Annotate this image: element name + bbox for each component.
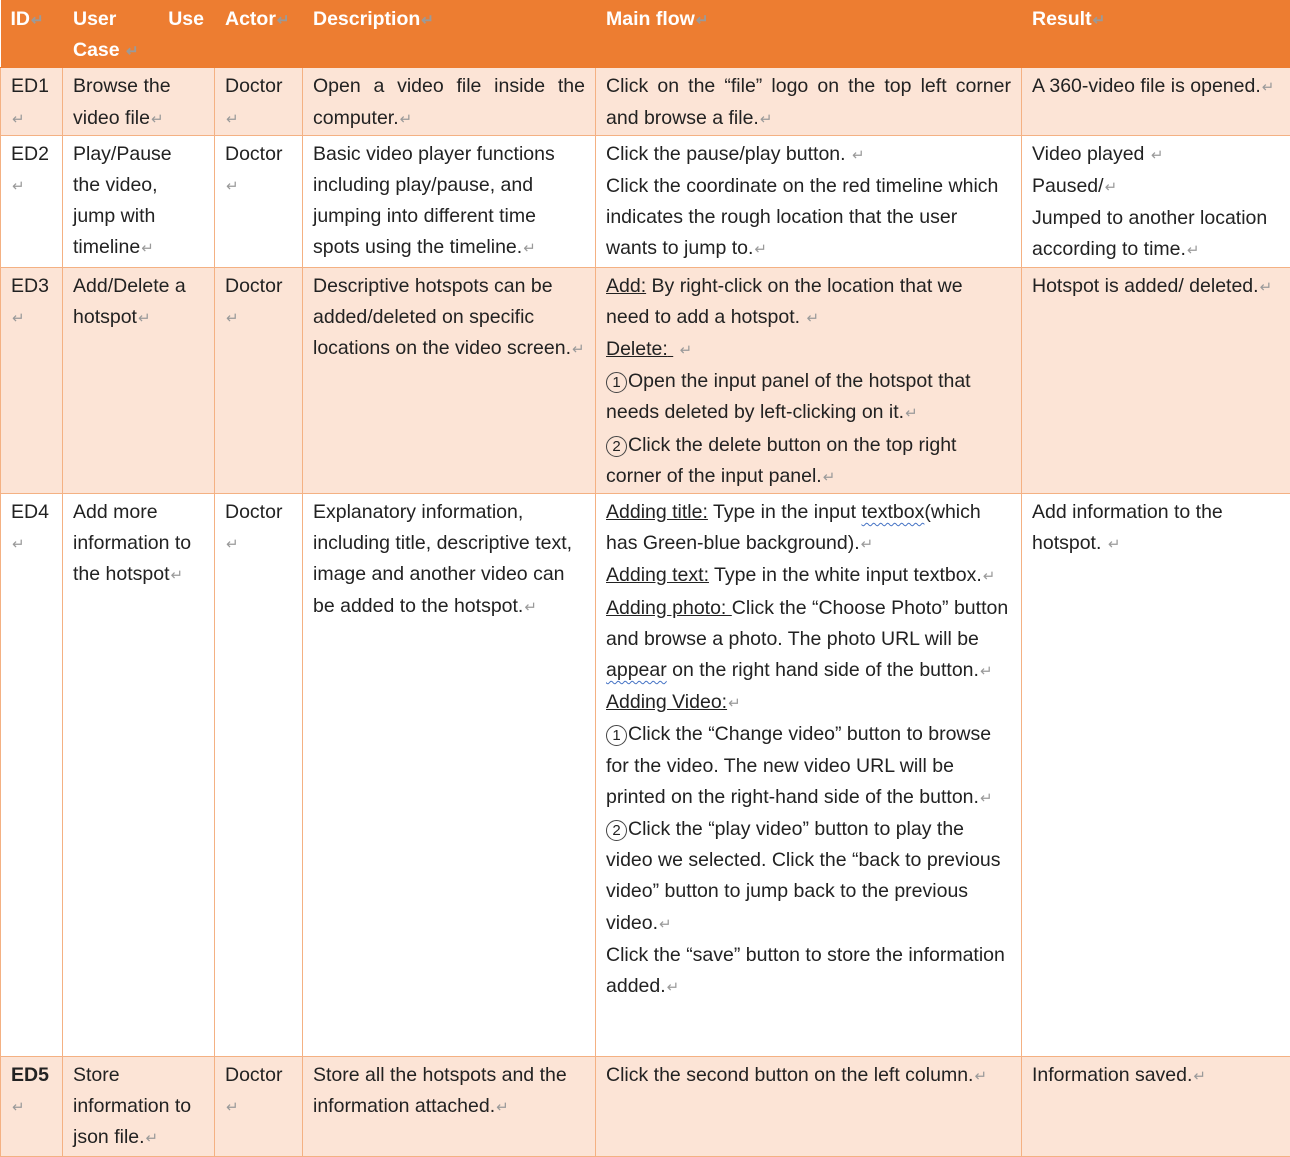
cell-id: ED3↵ xyxy=(1,267,63,493)
header-id: ID↵ xyxy=(1,1,63,68)
cell-main-flow: Adding title: Type in the input textbox(which has Green-blue background).↵ Adding text: Type in the white input textbox.↵ Adding photo: Click the “Choose Photo” button and browse a photo. The photo URL will be appear on the right hand side of the button.↵ Adding Video:↵ 1 Click the “Change video” button to browse for the video. The new video URL will be printed on the right-hand side of the button.↵ 2 Click the “play video” button to play the video we selected. Click the “back to previous video” button to jump back to the previous video.↵ Click the “save” button to store the information added.↵ xyxy=(596,494,1022,1057)
circled-number-2: 2 xyxy=(606,436,627,457)
cell-use-case: Browse the video file↵ xyxy=(63,68,215,135)
header-row xyxy=(1,1,1290,68)
circled-number-2: 2 xyxy=(606,820,627,841)
cell-main-flow: Click the pause/play button. ↵ Click the coordinate on the red timeline which indicates the rough location that the user wants to jump to.↵ xyxy=(596,135,1022,267)
header-main-flow: Main flow↵ xyxy=(596,1,1022,68)
cell-use-case: Play/Pause the video, jump with timeline↵ xyxy=(63,135,215,267)
header-actor: Actor↵ xyxy=(215,1,303,68)
circled-number-1: 1 xyxy=(606,372,627,393)
cell-use-case: Store information to json file.↵ xyxy=(63,1057,215,1157)
cell-result: A 360-video file is opened.↵ xyxy=(1022,68,1290,135)
table-row xyxy=(1,1057,1290,1157)
header-description: Description↵ xyxy=(303,1,596,68)
table-row xyxy=(1,267,1290,493)
cell-actor: Doctor↵ xyxy=(215,68,303,135)
cell-id: ED2↵ xyxy=(1,135,63,267)
cell-use-case: Add/Delete a hotspot↵ xyxy=(63,267,215,493)
cell-main-flow: Click the second button on the left column.↵ xyxy=(596,1057,1022,1157)
cell-actor: Doctor↵ xyxy=(215,267,303,493)
circled-number-1: 1 xyxy=(606,725,627,746)
cell-description: Basic video player functions including play/pause, and jumping into different time spots using the timeline.↵ xyxy=(303,135,596,267)
cell-id: ED5↵ xyxy=(1,1057,63,1157)
table-row xyxy=(1,68,1290,135)
cell-actor: Doctor↵ xyxy=(215,494,303,1057)
cell-description: Descriptive hotspots can be added/deleted on specific locations on the video screen.↵ xyxy=(303,267,596,493)
header-result: Result↵ xyxy=(1022,1,1290,68)
cell-description: Store all the hotspots and the information attached.↵ xyxy=(303,1057,596,1157)
cell-description: Open a video file inside the computer.↵ xyxy=(303,68,596,135)
cell-use-case: Add more information to the hotspot↵ xyxy=(63,494,215,1057)
table-row xyxy=(1,135,1290,267)
cell-result: Video played ↵ Paused/↵ Jumped to another location according to time.↵ xyxy=(1022,135,1290,267)
cell-description: Explanatory information, including title, descriptive text, image and another video can be added to the hotspot.↵ xyxy=(303,494,596,1057)
cell-result: Add information to the hotspot. ↵ xyxy=(1022,494,1290,1057)
cell-id: ED1↵ xyxy=(1,68,63,135)
cell-main-flow: Click on the “file” logo on the top left corner and browse a file.↵ xyxy=(596,68,1022,135)
cell-actor: Doctor↵ xyxy=(215,135,303,267)
cell-id: ED4↵ xyxy=(1,494,63,1057)
header-use-case: User Use Case ↵ xyxy=(63,1,215,68)
cell-actor: Doctor↵ xyxy=(215,1057,303,1157)
table-row xyxy=(1,494,1290,1057)
cell-result: Information saved.↵ xyxy=(1022,1057,1290,1157)
cell-result: Hotspot is added/ deleted.↵ xyxy=(1022,267,1290,493)
cell-main-flow: Add: By right-click on the location that we need to add a hotspot. ↵ Delete: ↵ 1 Open the input panel of the hotspot that needs deleted by left-clicking on it.↵ 2 Click the delete button on the top right corner of the input panel.↵ xyxy=(596,267,1022,493)
